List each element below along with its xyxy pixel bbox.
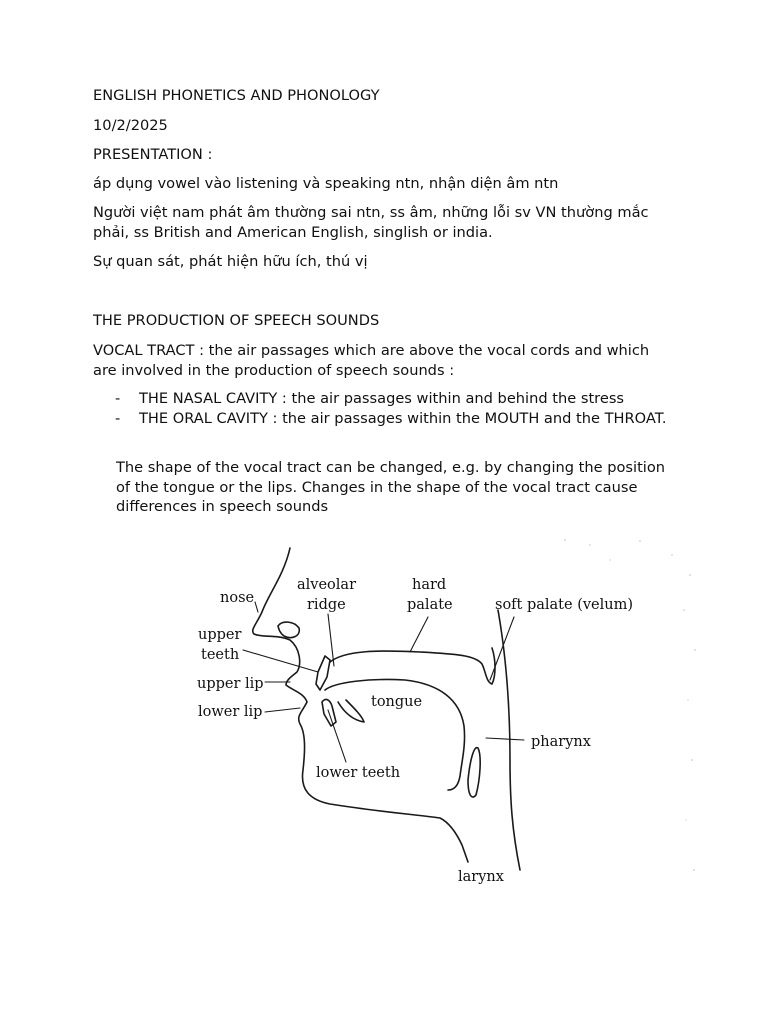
list-dash: - — [115, 409, 121, 427]
epiglottis-shape — [468, 748, 480, 797]
document-title: ENGLISH PHONETICS AND PHONOLOGY — [93, 87, 380, 104]
label-larynx: larynx — [458, 869, 504, 885]
label-nose: nose — [220, 590, 255, 606]
shape-paragraph: The shape of the vocal tract can be changed, e.g. by changing the position of the tongue or the lips. Changes in the shape of the vocal tract cause differences in speech sounds — [116, 459, 666, 515]
label-lower-teeth: lower teeth — [316, 765, 401, 781]
pharynx-pointer — [486, 738, 524, 740]
label-hard: hard — [412, 577, 447, 593]
vocal-tract-diagram — [180, 535, 705, 895]
label-upper-lip: upper lip — [197, 676, 264, 692]
tongue-tip — [338, 700, 364, 722]
presentation-label: PRESENTATION : — [93, 146, 213, 163]
presentation-line-1: áp dụng vowel vào listening và speaking ntn, nhận diện âm ntn — [93, 175, 559, 192]
palate-line — [330, 648, 495, 684]
label-teeth: teeth — [201, 647, 240, 663]
upper-teeth-shape — [316, 656, 330, 690]
presentation-line-3: Sự quan sát, phát hiện hữu ích, thú vị — [93, 253, 368, 270]
nostril-shape — [278, 622, 299, 638]
presentation-line-2: Người việt nam phát âm thường sai ntn, ss âm, những lỗi sv VN thường mắc phải, ss British and American English, singlish or india. — [93, 204, 649, 241]
label-ridge: ridge — [307, 597, 346, 613]
list-dash: - — [115, 390, 121, 407]
list-item — [93, 409, 673, 429]
vocal-tract-definition: VOCAL TRACT : the air passages which are above the vocal cords and which are involved in the production of speech sounds : — [93, 342, 650, 379]
hard-palate-pointer — [410, 617, 428, 652]
list-item-text: THE ORAL CAVITY : the air passages within the MOUTH and the THROAT. — [139, 409, 667, 427]
face-profile — [253, 548, 468, 862]
nose-pointer — [255, 602, 258, 612]
label-lower-lip: lower lip — [198, 704, 263, 720]
lower-lip-pointer — [265, 708, 300, 712]
section-heading: THE PRODUCTION OF SPEECH SOUNDS — [93, 312, 380, 329]
label-upper: upper — [198, 627, 242, 643]
upper-teeth-pointer — [243, 650, 318, 672]
document-date: 10/2/2025 — [93, 117, 168, 134]
label-palate: palate — [407, 597, 453, 613]
label-alveolar: alveolar — [297, 577, 356, 593]
label-pharynx: pharynx — [531, 734, 591, 750]
soft-palate-pointer — [490, 617, 514, 680]
cavity-list — [93, 389, 673, 428]
scan-noise — [564, 539, 696, 871]
label-soft-palate: soft palate (velum) — [495, 597, 634, 613]
label-tongue: tongue — [371, 694, 423, 710]
lower-teeth-pointer — [328, 710, 346, 762]
vocal-tract-figure — [180, 535, 705, 895]
list-item — [93, 389, 673, 409]
list-item-text: THE NASAL CAVITY : the air passages within and behind the stress — [139, 390, 625, 407]
